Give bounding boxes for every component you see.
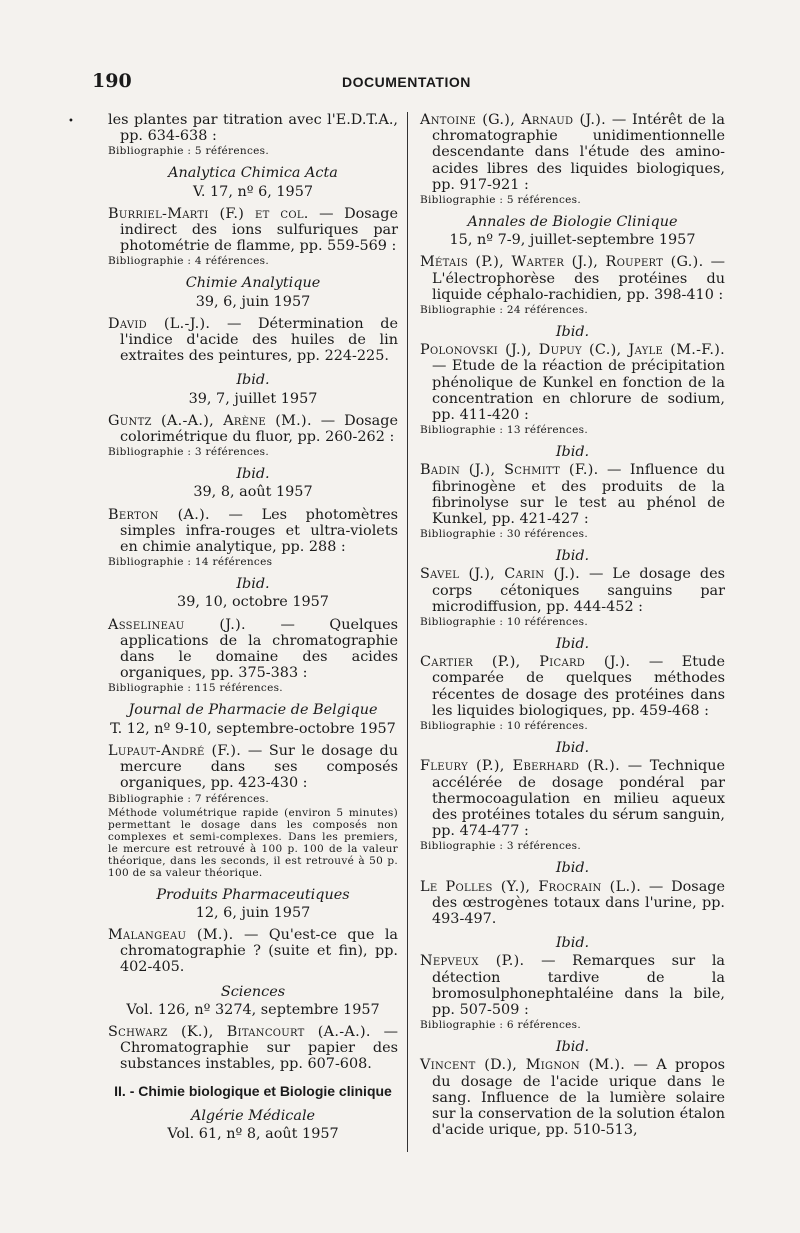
entry-authors: David (L.-J.). bbox=[108, 315, 211, 332]
entry-title: — Influence du fibrinogène et des produits de la fibrinolyse sur le test au phénol de Kunkel, pp. 421-427 : bbox=[432, 462, 725, 528]
bibliography-entry bbox=[108, 617, 398, 682]
bibliography-entry bbox=[420, 758, 725, 839]
entry-title: — Dosage indirect des ions sulfuriques par photométrie de flamme, pp. 559-569 : bbox=[120, 205, 398, 255]
page-header bbox=[92, 70, 470, 94]
bibliography-entry bbox=[108, 927, 398, 976]
journal-title: Ibid. bbox=[555, 860, 590, 877]
bibliography-count: Bibliographie : 13 références. bbox=[420, 424, 588, 437]
entry-authors: Malangeau (M.). bbox=[108, 926, 234, 943]
bibliography-count: Bibliographie : 6 références. bbox=[420, 1019, 581, 1032]
entry-title: — Détermination de l'indice d'acide des huiles de lin extraites des peintures, pp. 224-225. bbox=[120, 315, 398, 365]
journal-issue: 39, 6, juin 1957 bbox=[195, 293, 311, 310]
page-number: 190 bbox=[92, 70, 132, 92]
entry-continuation: les plantes par titration avec l'E.D.T.A., pp. 634-638 : bbox=[108, 112, 398, 145]
journal-title: Produits Pharmaceutiques bbox=[156, 886, 350, 903]
bibliography-count: Bibliographie : 115 références. bbox=[108, 682, 283, 695]
right-column bbox=[420, 112, 725, 1141]
bibliography-count: Bibliographie : 3 références. bbox=[108, 446, 269, 459]
entry-authors: Asselineau (J.). bbox=[108, 616, 246, 633]
bibliography-count: Bibliographie : 3 références. bbox=[420, 840, 581, 853]
bibliography-count: Bibliographie : 4 références. bbox=[108, 255, 269, 268]
journal-issue: T. 12, nº 9-10, septembre-octobre 1957 bbox=[110, 720, 396, 737]
entry-authors: Burriel-Marti (F.) et col. bbox=[108, 205, 309, 222]
journal-title: Ibid. bbox=[555, 444, 590, 461]
bibliography-entry bbox=[108, 206, 398, 255]
entry-authors: Guntz (A.-A.), Arène (M.). bbox=[108, 412, 312, 429]
journal-title: Sciences bbox=[220, 983, 286, 1000]
entry-title: — Dosage colorimétrique du fluor, pp. 260-262 : bbox=[120, 412, 398, 446]
section-heading: II. - Chimie biologique et Biologie clinique bbox=[114, 1082, 392, 1099]
entry-title: — Le dosage des corps cétoniques sanguins par microdiffusion, pp. 444-452 : bbox=[432, 566, 725, 615]
journal-issue: 15, nº 7-9, juillet-septembre 1957 bbox=[449, 232, 696, 249]
bibliography-entry bbox=[420, 462, 725, 527]
bibliography-entry bbox=[420, 254, 725, 303]
journal-title: Ibid. bbox=[236, 576, 270, 593]
entry-authors: Vincent (D.), Mignon (M.). bbox=[420, 1057, 626, 1074]
bibliography-entry bbox=[108, 316, 398, 365]
column-divider bbox=[407, 112, 408, 1152]
margin-mark: • bbox=[68, 116, 74, 127]
entry-authors: Polonovski (J.), Dupuy (C.), Jayle (M.-F.). bbox=[420, 342, 725, 359]
entry-authors: Fleury (P.), Eberhard (R.). bbox=[420, 758, 620, 775]
entry-authors: Berton (A.). bbox=[108, 506, 210, 523]
entry-title: — L'électrophorèse des protéines du liquide céphalo-rachidien, pp. 398-410 : bbox=[432, 254, 725, 303]
entry-title: — Les photomètres simples infra-rouges et ultra-violets en chimie analytique, pp. 288 : bbox=[120, 506, 398, 556]
entry-title: — Remarques sur la détection tardive de la bromosulphonephtaléine dans la bile, pp. 507-509 : bbox=[432, 953, 725, 1018]
journal-issue: 39, 7, juillet 1957 bbox=[188, 390, 318, 407]
journal-title: Analytica Chimica Acta bbox=[168, 165, 338, 182]
journal-title: Ibid. bbox=[555, 1039, 590, 1056]
journal-title: Ibid. bbox=[555, 548, 590, 565]
bibliography-count: Bibliographie : 5 références. bbox=[420, 194, 581, 207]
entry-title: — Technique accélérée de dosage pondéral par thermocoagulation en milieu aqueux des protéines totales du sérum sanguin, pp. 474-477 : bbox=[432, 758, 725, 840]
entry-title: — Quelques applications de la chromatographie dans le domaine des acides organiques, pp. 375-383 : bbox=[120, 616, 398, 682]
bibliography-entry bbox=[420, 953, 725, 1018]
entry-title: — Etude de la réaction de précipitation phénolique de Kunkel en fonction de la concentration en chlorure de sodium, pp. 411-420 : bbox=[432, 358, 725, 424]
bibliography-entry bbox=[420, 112, 725, 193]
journal-title: Annales de Biologie Clinique bbox=[467, 214, 678, 231]
journal-title: Ibid. bbox=[555, 324, 590, 341]
bibliography-count: Bibliographie : 10 références. bbox=[420, 616, 588, 629]
entry-title: — Etude comparée de quelques méthodes récentes de dosage des protéines dans les liquides biologiques, pp. 459-468 : bbox=[432, 654, 725, 719]
entry-title: — Intérêt de la chromatographie unidimentionnelle descendante dans l'étude des amino-acides libres des liquides biologiques, pp. 917-921 : bbox=[432, 112, 726, 193]
entry-authors: Lupaut-André (F.). bbox=[108, 742, 242, 759]
journal-issue: Vol. 61, nº 8, août 1957 bbox=[167, 1125, 339, 1142]
entry-authors: Métais (P.), Warter (J.), Roupert (G.). bbox=[420, 254, 704, 271]
journal-title: Ibid. bbox=[236, 466, 270, 483]
entry-authors: Le Polles (Y.), Frocrain (L.). bbox=[420, 878, 642, 895]
bibliography-count: Bibliographie : 24 références. bbox=[420, 304, 588, 317]
journal-title: Chimie Analytique bbox=[185, 275, 321, 292]
journal-issue: 39, 10, octobre 1957 bbox=[177, 594, 329, 611]
bibliography-count: Bibliographie : 30 références. bbox=[420, 528, 588, 541]
entry-title: — Dosage des œstrogènes totaux dans l'urine, pp. 493-497. bbox=[432, 878, 725, 927]
entry-authors: Cartier (P.), Picard (J.). bbox=[420, 654, 631, 671]
bibliography-entry bbox=[108, 507, 398, 556]
entry-authors: Antoine (G.), Arnaud (J.). bbox=[420, 112, 606, 128]
entry-title: — Sur le dosage du mercure dans ses composés organiques, pp. 423-430 : bbox=[120, 742, 399, 792]
bibliography-entry bbox=[420, 879, 725, 928]
bibliography-count: Bibliographie : 14 références bbox=[108, 556, 273, 569]
journal-title: Journal de Pharmacie de Belgique bbox=[128, 702, 378, 719]
journal-title: Ibid. bbox=[555, 636, 590, 653]
entry-title: — A propos du dosage de l'acide urique dans le sang. Influence de la lumière solaire sur la conservation de la solution étalon d'acide urique, pp. 510-513, bbox=[432, 1057, 725, 1139]
journal-title: Ibid. bbox=[555, 740, 590, 757]
bibliography-count: Bibliographie : 7 références. bbox=[108, 792, 269, 805]
entry-note: Méthode volumétrique rapide (environ 5 minutes) permettant le dosage dans les composés non complexes et semi-complexes. Dans les premiers, le mercure est retrouvé à 100 p. 100 de la valeur théorique, dans les seconds, il est retrouvé à 50 p. 100 de sa valeur théorique. bbox=[108, 806, 398, 879]
bibliography-entry bbox=[108, 1024, 398, 1073]
journal-issue: Vol. 126, nº 3274, septembre 1957 bbox=[126, 1001, 380, 1018]
bibliography-count: Bibliographie : 5 références. bbox=[108, 145, 269, 158]
bibliography-entry bbox=[420, 566, 725, 615]
entry-authors: Nepveux (P.). bbox=[420, 953, 525, 970]
journal-title: Algérie Médicale bbox=[190, 1107, 316, 1124]
journal-issue: V. 17, nº 6, 1957 bbox=[192, 183, 314, 200]
journal-title: Ibid. bbox=[555, 935, 590, 952]
bibliography-entry bbox=[420, 654, 725, 719]
bibliography-count: Bibliographie : 10 références. bbox=[420, 720, 588, 733]
running-title: DOCUMENTATION bbox=[342, 74, 471, 90]
entry-authors: Schwarz (K.), Bitancourt (A.-A.). bbox=[108, 1023, 371, 1040]
left-column bbox=[108, 112, 398, 1148]
journal-issue: 39, 8, août 1957 bbox=[193, 484, 313, 501]
entry-title: — Qu'est-ce que la chromatographie ? (suite et fin), pp. 402-405. bbox=[120, 926, 398, 976]
journal-title: Ibid. bbox=[236, 372, 270, 389]
bibliography-entry bbox=[108, 743, 398, 792]
entry-title: — Chromatographie sur papier des substances instables, pp. 607-608. bbox=[120, 1023, 399, 1073]
entry-authors: Savel (J.), Carin (J.). bbox=[420, 566, 581, 583]
bibliography-entry bbox=[420, 342, 725, 423]
entry-authors: Badin (J.), Schmitt (F.). bbox=[420, 462, 599, 479]
bibliography-entry bbox=[108, 413, 398, 445]
bibliography-entry bbox=[420, 1057, 725, 1138]
journal-issue: 12, 6, juin 1957 bbox=[195, 904, 311, 921]
